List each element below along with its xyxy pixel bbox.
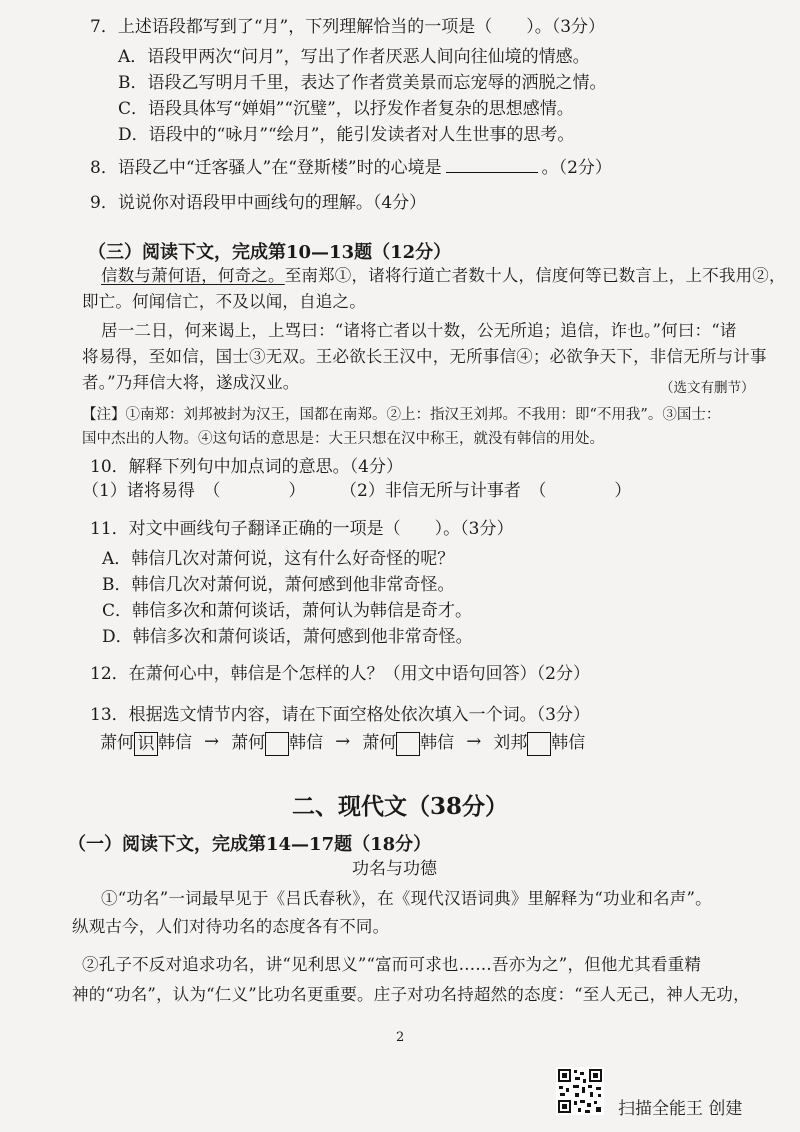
part3-title: （三）阅读下文，完成第10—13题（12分） bbox=[88, 242, 452, 263]
source-note: （选文有删节） bbox=[660, 380, 755, 396]
chain-arrow-1: → bbox=[204, 731, 220, 753]
chain-box-4[interactable] bbox=[527, 732, 551, 756]
chain-step-4-left: 刘邦 bbox=[493, 733, 528, 753]
q10-item-2: （2）非信无所与计事者 （ ） bbox=[340, 481, 632, 501]
q7-option-c: C．语段具体写“婵娟”“沉璧”，以抒发作者复杂的思想感情。 bbox=[118, 99, 574, 119]
q13-chain bbox=[100, 728, 585, 756]
q8-stem: 8．语段乙中“迁客骚人”在“登斯楼”时的心境是 bbox=[90, 158, 442, 178]
passage-line-2: 即亡。何闻信亡，不及以闻，自追之。 bbox=[82, 292, 366, 311]
q8-answer-blank[interactable] bbox=[446, 156, 538, 173]
q11-option-d: D．韩信多次和萧何谈话，萧何感到他非常奇怪。 bbox=[102, 627, 473, 647]
chain-box-3[interactable] bbox=[396, 732, 420, 756]
chain-step-2 bbox=[231, 728, 323, 756]
q13-stem: 13．根据选文情节内容，请在下面空格处依次填入一个词。（3分） bbox=[90, 705, 590, 725]
q11-option-c: C．韩信多次和萧何谈话，萧何认为韩信是奇才。 bbox=[102, 601, 473, 621]
chain-step-1-left: 萧何 bbox=[100, 733, 134, 753]
qr-code-icon bbox=[556, 1067, 604, 1115]
chain-step-2-left: 萧何 bbox=[231, 733, 266, 753]
passage-line-4: 将易得，至如信，国士③无双。王必欲长王汉中，无所事信④；必欲争天下，非信无所与计事 bbox=[82, 347, 767, 366]
modern-section-title: 二、现代文（38分） bbox=[292, 793, 509, 820]
chain-arrow-3: → bbox=[466, 731, 482, 753]
q7-stem: 7．上述语段都写到了“月”，下列理解恰当的一项是（ ）。（3分） bbox=[90, 17, 606, 37]
chain-step-1-right: 韩信 bbox=[158, 733, 192, 753]
q7-option-a: A．语段甲两次“问月”，写出了作者厌恶人间向往仙境的情感。 bbox=[118, 47, 590, 67]
annotation-line-1: 【注】①南郑：刘邦被封为汉王，国都在南郑。②上：指汉王刘邦。不我用：即“不用我”。③国士： bbox=[82, 407, 721, 423]
annotation-line-2: 国中杰出的人物。④这句话的意思是：大王只想在汉中称王，就没有韩信的用处。 bbox=[82, 431, 604, 447]
article-p2-line-1: ②孔子不反对追求功名，讲“见利思义”“富而可求也……吾亦为之”，但他尤其看重精 bbox=[82, 955, 702, 974]
q10-stem: 10．解释下列句中加点词的意思。（4分） bbox=[90, 457, 403, 477]
chain-step-3-right: 韩信 bbox=[420, 733, 455, 753]
passage-line-3: 居一二日，何来谒上，上骂曰：“诸将亡者以十数，公无所追；追信，诈也。”何曰：“诸 bbox=[101, 321, 737, 340]
q7-option-d: D．语段中的“咏月”“绘月”，能引发读者对人生世事的思考。 bbox=[118, 125, 575, 145]
chain-step-3-left: 萧何 bbox=[362, 733, 397, 753]
chain-arrow-2: → bbox=[335, 731, 351, 753]
chain-step-4-right: 韩信 bbox=[551, 733, 586, 753]
chain-box-2[interactable] bbox=[265, 732, 289, 756]
underlined-sentence: 信数与萧何语，何奇之。 bbox=[101, 266, 285, 285]
chain-box-1: 识 bbox=[134, 732, 158, 756]
q8-points: 。（2分） bbox=[541, 158, 612, 178]
chain-step-3 bbox=[362, 728, 454, 756]
q11-option-b: B．韩信几次对萧何说，萧何感到他非常奇怪。 bbox=[102, 575, 455, 595]
chain-step-4 bbox=[493, 728, 585, 756]
q7-option-b: B．语段乙写明月千里，表达了作者赏美景而忘宠辱的洒脱之情。 bbox=[118, 73, 607, 93]
scanner-watermark: 扫描全能王 创建 bbox=[618, 1099, 743, 1119]
passage-line-1 bbox=[101, 265, 786, 287]
q11-option-a: A．韩信几次对萧何说，这有什么好奇怪的呢？ bbox=[102, 549, 455, 569]
chain-step-1 bbox=[100, 728, 192, 756]
q12-stem: 12．在萧何心中，韩信是个怎样的人？（用文中语句回答）（2分） bbox=[90, 664, 590, 684]
q8-line bbox=[90, 156, 612, 179]
page-number: 2 bbox=[396, 1030, 405, 1045]
q11-stem: 11．对文中画线句子翻译正确的一项是（ ）。（3分） bbox=[90, 519, 514, 539]
q10-item-1: （1）诸将易得 （ ） bbox=[82, 481, 306, 501]
article-title: 功名与功德 bbox=[352, 859, 437, 879]
passage-line-1-rest: 至南郑①，诸将行道亡者数十人，信度何等已数言上，上不我用②， bbox=[284, 266, 786, 285]
chain-step-2-right: 韩信 bbox=[289, 733, 324, 753]
article-p2-line-2: 神的“功名”，认为“仁义”比功名更重要。庄子对功名持超然的态度：“至人无己，神人无功， bbox=[72, 985, 750, 1004]
article-p1-line-2: 纵观古今，人们对待功名的态度各有不同。 bbox=[72, 917, 390, 936]
passage-line-5: 者。”乃拜信大将，遂成汉业。 bbox=[82, 373, 300, 392]
article-p1-line-1: ①“功名”一词最早见于《吕氏春秋》，在《现代汉语词典》里解释为“功业和名声”。 bbox=[101, 889, 712, 908]
q9-stem: 9．说说你对语段甲中画线句的理解。（4分） bbox=[90, 193, 427, 213]
modern-sub-title: （一）阅读下文，完成第14—17题（18分） bbox=[68, 834, 432, 855]
